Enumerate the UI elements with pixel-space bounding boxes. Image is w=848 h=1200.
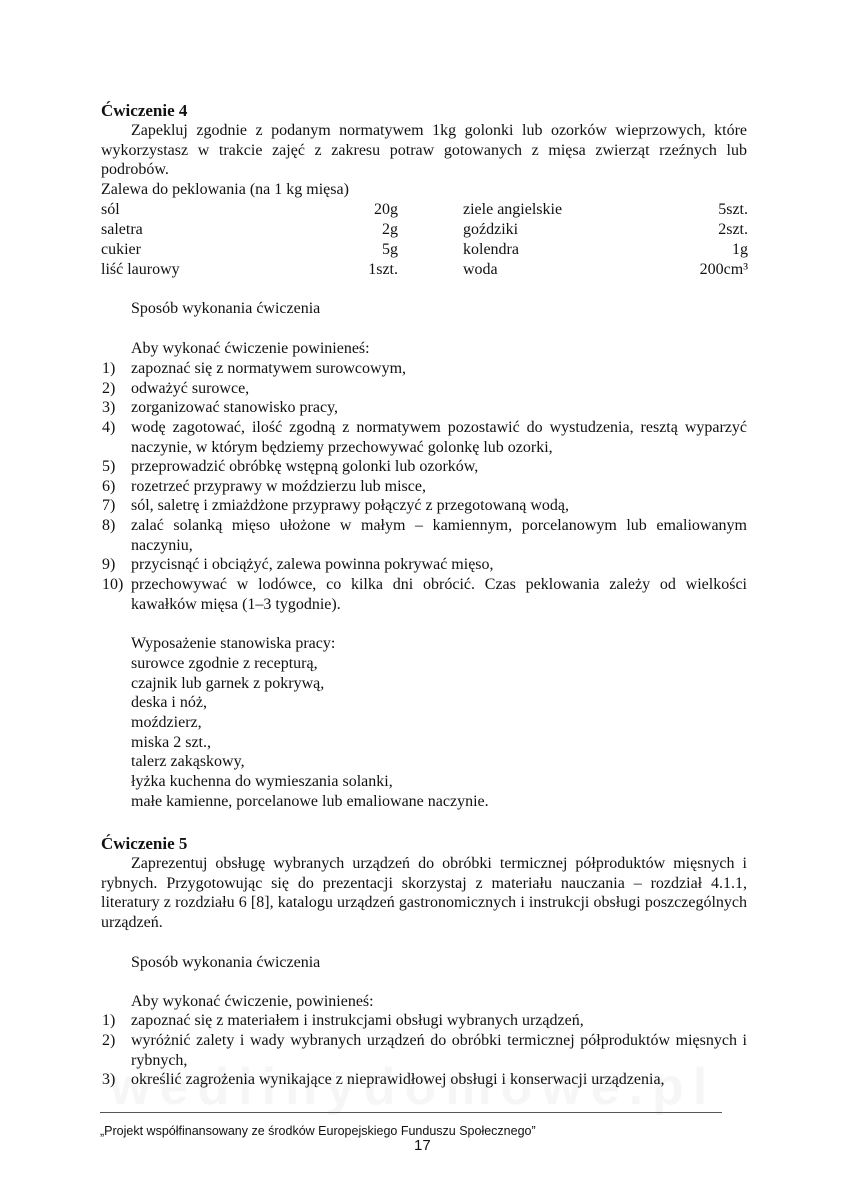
item-number: 7) (102, 497, 116, 514)
item-number: 9) (102, 556, 116, 573)
ingredient-name: woda (463, 261, 498, 278)
item-number: 2) (102, 1032, 116, 1049)
steps-intro: Aby wykonać ćwiczenie, powinieneś: (131, 993, 374, 1010)
footer-divider (100, 1112, 722, 1113)
ingredient-amount: 5szt. (718, 201, 748, 218)
item-number: 1) (102, 360, 116, 377)
ingredient-amount: 5g (382, 241, 398, 258)
list-item: miska 2 szt., (131, 734, 211, 751)
brine-title: Zalewa do peklowania (na 1 kg mięsa) (101, 181, 349, 198)
ingredient-name: cukier (101, 241, 141, 258)
item-text: odważyć surowce, (131, 380, 250, 397)
footer-note: „Projekt współfinansowany ze środków Europejskiego Funduszu Społecznego” (100, 1124, 536, 1138)
watermark (110, 1078, 716, 1098)
ingredient-name: ziele angielskie (463, 201, 563, 218)
ingredient-name: goździki (463, 221, 519, 238)
item-number: 5) (102, 458, 116, 475)
ingredient-amount: 2g (382, 221, 398, 238)
item-text: rozetrzeć przyprawy w moździerzu lub misce, (131, 478, 426, 495)
list-item: moździerz, (131, 714, 202, 731)
ingredient-name: saletra (101, 221, 143, 238)
item-text: wyróżnić zalety i wady wybranych urządzeń do obróbki termicznej półproduktów mięsnych i rybnych, (131, 1032, 747, 1069)
item-text: zorganizować stanowisko pracy, (131, 399, 339, 416)
method-title: Sposób wykonania ćwiczenia (131, 954, 321, 971)
equipment-title: Wyposażenie stanowiska pracy: (131, 635, 336, 652)
item-text: przechowywać w lodówce, co kilka dni obrócić. Czas peklowania zależy od wielkości kawałków mięsa (1–3 tygodnie). (131, 576, 747, 613)
exercise-5-title: Ćwiczenie 5 (101, 834, 188, 853)
list-item: surowce zgodnie z recepturą, (131, 655, 318, 672)
ingredient-amount: 20g (374, 201, 398, 218)
exercise-4-title: Ćwiczenie 4 (101, 101, 188, 120)
item-text: przeprowadzić obróbkę wstępną golonki lub ozorków, (131, 458, 479, 475)
item-text: zalać solanką mięso ułożone w małym – kamiennym, porcelanowym lub emaliowanym naczyniu, (131, 517, 747, 554)
item-text: określić zagrożenia wynikające z nieprawidłowej obsługi i konserwacji urządzenia, (131, 1071, 665, 1088)
exercise-5-intro: Zaprezentuj obsługę wybranych urządzeń do obróbki termicznej półproduktów mięsnych i rybnych. Przygotowując się do prezentacji skorzystaj z materiału nauczania – rozdział 4.1.1, literatury z rozdziału 6 [8], katalogu urządzeń gastronomicznych i instrukcji obsługi poszczególnych urządzeń. (101, 855, 747, 931)
steps-intro: Aby wykonać ćwiczenie powinieneś: (131, 340, 370, 357)
item-number: 3) (102, 1071, 116, 1088)
ingredient-amount: 1szt. (368, 261, 398, 278)
list-item: małe kamienne, porcelanowe lub emaliowane naczynie. (131, 793, 489, 810)
item-number: 2) (102, 380, 116, 397)
exercise-4-intro: Zapekluj zgodnie z podanym normatywem 1kg golonki lub ozorków wieprzowych, które wykorzystasz w trakcie zajęć z zakresu potraw gotowanych z mięsa zwierząt rzeźnych lub podrobów. (101, 122, 747, 179)
list-item: łyżka kuchenna do wymieszania solanki, (131, 773, 393, 790)
item-text: sól, saletrę i zmiażdżone przyprawy połączyć z przegotowaną wodą, (131, 497, 570, 514)
ingredient-amount: 200cm³ (699, 261, 748, 278)
item-text: przycisnąć i obciążyć, zalewa powinna pokrywać mięso, (131, 556, 494, 573)
item-number: 4) (102, 419, 116, 436)
page-number: 17 (414, 1137, 431, 1154)
item-number: 8) (102, 517, 116, 534)
item-number: 6) (102, 478, 116, 495)
ingredient-name: liść laurowy (101, 261, 180, 278)
list-item: czajnik lub garnek z pokrywą, (131, 675, 325, 692)
item-text: wodę zagotować, ilość zgodną z normatywem pozostawić do wystudzenia, resztą wyparzyć naczynie, w którym będziemy przechowywać golonkę lub ozorki, (131, 419, 747, 456)
item-text: zapoznać się z materiałem i instrukcjami obsługi wybranych urządzeń, (131, 1012, 584, 1029)
ingredient-amount: 1g (732, 241, 748, 258)
ingredient-name: kolendra (463, 241, 519, 258)
ingredient-name: sól (101, 201, 120, 218)
item-text: zapoznać się z normatywem surowcowym, (131, 360, 407, 377)
ingredient-amount: 2szt. (718, 221, 748, 238)
list-item: deska i nóż, (131, 694, 207, 711)
list-item: talerz zakąskowy, (131, 753, 245, 770)
item-number: 10) (102, 576, 124, 593)
item-number: 3) (102, 399, 116, 416)
method-title: Sposób wykonania ćwiczenia (131, 300, 321, 317)
item-number: 1) (102, 1012, 116, 1029)
